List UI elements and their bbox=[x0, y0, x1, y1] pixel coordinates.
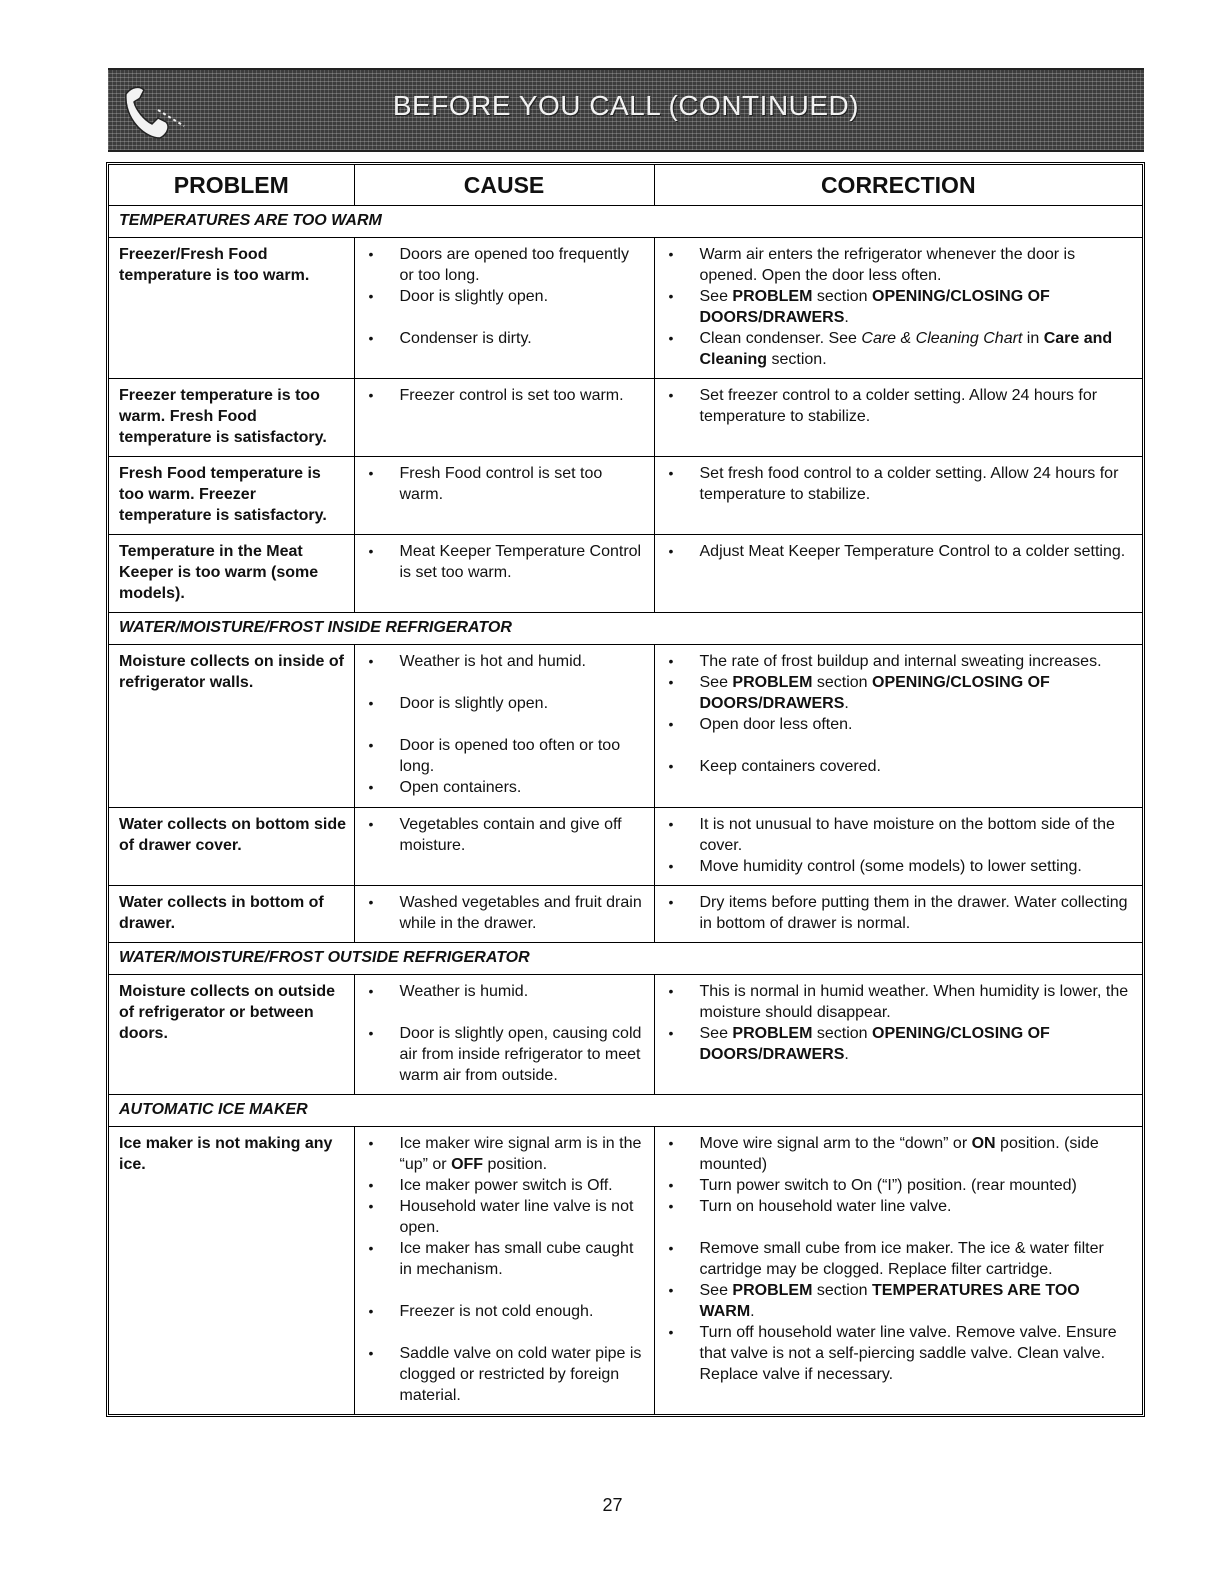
table-row bbox=[109, 457, 1142, 535]
table-row bbox=[109, 535, 1142, 613]
cause-cell bbox=[354, 808, 654, 886]
correction-item: • The rate of frost buildup and internal sweating increases. bbox=[665, 651, 1137, 672]
correction-cell bbox=[654, 645, 1142, 808]
cause-item: • Weather is hot and humid. bbox=[365, 651, 648, 672]
header-cause: CAUSE bbox=[354, 165, 654, 206]
correction-cell bbox=[654, 457, 1142, 535]
table-row bbox=[109, 886, 1142, 943]
cause-item: • Ice maker power switch is Off. bbox=[365, 1175, 648, 1196]
cause-item: • Open containers. bbox=[365, 777, 648, 798]
problem-cell: Moisture collects on inside of refrigerator walls. bbox=[109, 645, 354, 808]
problem-cell: Freezer/Fresh Food temperature is too warm. bbox=[109, 238, 354, 379]
correction-item: • This is normal in humid weather. When humidity is lower, the moisture should disappear. bbox=[665, 981, 1137, 1023]
correction-item: • Remove small cube from ice maker. The ice & water filter cartridge may be clogged. Replace filter cartridge. bbox=[665, 1238, 1137, 1280]
page-banner bbox=[108, 68, 1144, 152]
problem-cell: Fresh Food temperature is too warm. Freezer temperature is satisfactory. bbox=[109, 457, 354, 535]
section-row bbox=[109, 613, 1142, 645]
correction-cell bbox=[654, 379, 1142, 457]
problem-cell: Ice maker is not making any ice. bbox=[109, 1127, 354, 1415]
cause-item: • Ice maker wire signal arm is in the “up” or OFF position. bbox=[365, 1133, 648, 1175]
banner-title: BEFORE YOU CALL (CONTINUED) bbox=[392, 90, 860, 121]
correction-item: • Set fresh food control to a colder setting. Allow 24 hours for temperature to stabilize. bbox=[665, 463, 1137, 505]
page-number: 27 bbox=[602, 1495, 623, 1515]
section-heading: WATER/MOISTURE/FROST OUTSIDE REFRIGERATOR bbox=[109, 943, 1142, 975]
table-row bbox=[109, 379, 1142, 457]
correction-cell bbox=[654, 886, 1142, 943]
cause-item: • Washed vegetables and fruit drain while in the drawer. bbox=[365, 892, 648, 934]
correction-item: • Turn on household water line valve. bbox=[665, 1196, 1137, 1217]
problem-cell: Temperature in the Meat Keeper is too warm (some models). bbox=[109, 535, 354, 613]
correction-item: • See PROBLEM section OPENING/CLOSING OF DOORS/DRAWERS. bbox=[665, 672, 1137, 714]
correction-item: • See PROBLEM section OPENING/CLOSING OF DOORS/DRAWERS. bbox=[665, 1023, 1137, 1065]
correction-item: • Turn power switch to On (“I”) position. (rear mounted) bbox=[665, 1175, 1137, 1196]
cause-item: • Door is slightly open. bbox=[365, 693, 648, 714]
correction-cell bbox=[654, 808, 1142, 886]
correction-cell bbox=[654, 535, 1142, 613]
cause-item: • Freezer control is set too warm. bbox=[365, 385, 648, 406]
correction-cell bbox=[654, 975, 1142, 1095]
cause-cell bbox=[354, 535, 654, 613]
cause-cell bbox=[354, 645, 654, 808]
correction-item: • Move humidity control (some models) to lower setting. bbox=[665, 856, 1137, 877]
cause-cell bbox=[354, 886, 654, 943]
correction-item: • Set freezer control to a colder setting. Allow 24 hours for temperature to stabilize. bbox=[665, 385, 1137, 427]
table-row bbox=[109, 975, 1142, 1095]
problem-cell: Freezer temperature is too warm. Fresh Food temperature is satisfactory. bbox=[109, 379, 354, 457]
correction-item: • See PROBLEM section OPENING/CLOSING OF DOORS/DRAWERS. bbox=[665, 286, 1137, 328]
problem-cell: Water collects on bottom side of drawer cover. bbox=[109, 808, 354, 886]
cause-item: • Doors are opened too frequently or too long. bbox=[365, 244, 648, 286]
correction-item: • It is not unusual to have moisture on the bottom side of the cover. bbox=[665, 814, 1137, 856]
correction-item: • Adjust Meat Keeper Temperature Control to a colder setting. bbox=[665, 541, 1137, 562]
correction-item: • See PROBLEM section TEMPERATURES ARE TOO WARM. bbox=[665, 1280, 1137, 1322]
cause-item: • Door is slightly open, causing cold air from inside refrigerator to meet warm air from outside. bbox=[365, 1023, 648, 1086]
cause-item: • Ice maker has small cube caught in mechanism. bbox=[365, 1238, 648, 1280]
correction-item: • Turn off household water line valve. Remove valve. Ensure that valve is not a self-piercing saddle valve. Clean valve. Replace valve if necessary. bbox=[665, 1322, 1137, 1385]
correction-cell bbox=[654, 1127, 1142, 1415]
correction-cell bbox=[654, 238, 1142, 379]
cause-item: • Fresh Food control is set too warm. bbox=[365, 463, 648, 505]
problem-cell: Water collects in bottom of drawer. bbox=[109, 886, 354, 943]
table-row bbox=[109, 1127, 1142, 1415]
cause-item: • Household water line valve is not open. bbox=[365, 1196, 648, 1238]
section-row bbox=[109, 943, 1142, 975]
correction-item: • Dry items before putting them in the drawer. Water collecting in bottom of drawer is normal. bbox=[665, 892, 1137, 934]
table-row bbox=[109, 808, 1142, 886]
cause-item: • Meat Keeper Temperature Control is set too warm. bbox=[365, 541, 648, 583]
section-heading: AUTOMATIC ICE MAKER bbox=[109, 1095, 1142, 1127]
cause-item: • Condenser is dirty. bbox=[365, 328, 648, 349]
cause-cell bbox=[354, 975, 654, 1095]
cause-item: • Freezer is not cold enough. bbox=[365, 1301, 648, 1322]
cause-cell bbox=[354, 1127, 654, 1415]
correction-item: • Move wire signal arm to the “down” or ON position. (side mounted) bbox=[665, 1133, 1137, 1175]
correction-item: • Open door less often. bbox=[665, 714, 1137, 735]
cause-item: • Saddle valve on cold water pipe is clogged or restricted by foreign material. bbox=[365, 1343, 648, 1406]
cause-cell bbox=[354, 379, 654, 457]
problem-cell: Moisture collects on outside of refrigerator or between doors. bbox=[109, 975, 354, 1095]
cause-cell bbox=[354, 238, 654, 379]
header-problem: PROBLEM bbox=[109, 165, 354, 206]
table-header-row bbox=[109, 165, 1142, 206]
cause-item: • Door is slightly open. bbox=[365, 286, 648, 307]
table-row bbox=[109, 645, 1142, 808]
section-row bbox=[109, 1095, 1142, 1127]
section-heading: TEMPERATURES ARE TOO WARM bbox=[109, 206, 1142, 238]
cause-item: • Vegetables contain and give off moisture. bbox=[365, 814, 648, 856]
correction-item: • Keep containers covered. bbox=[665, 756, 1137, 777]
section-row bbox=[109, 206, 1142, 238]
correction-item: • Clean condenser. See Care & Cleaning Chart in Care and Cleaning section. bbox=[665, 328, 1137, 370]
troubleshooting-table bbox=[106, 162, 1145, 1417]
cause-item: • Door is opened too often or too long. bbox=[365, 735, 648, 777]
section-heading: WATER/MOISTURE/FROST INSIDE REFRIGERATOR bbox=[109, 613, 1142, 645]
cause-item: • Weather is humid. bbox=[365, 981, 648, 1002]
cause-cell bbox=[354, 457, 654, 535]
table-row bbox=[109, 238, 1142, 379]
correction-item: • Warm air enters the refrigerator whenever the door is opened. Open the door less often. bbox=[665, 244, 1137, 286]
header-correction: CORRECTION bbox=[654, 165, 1142, 206]
